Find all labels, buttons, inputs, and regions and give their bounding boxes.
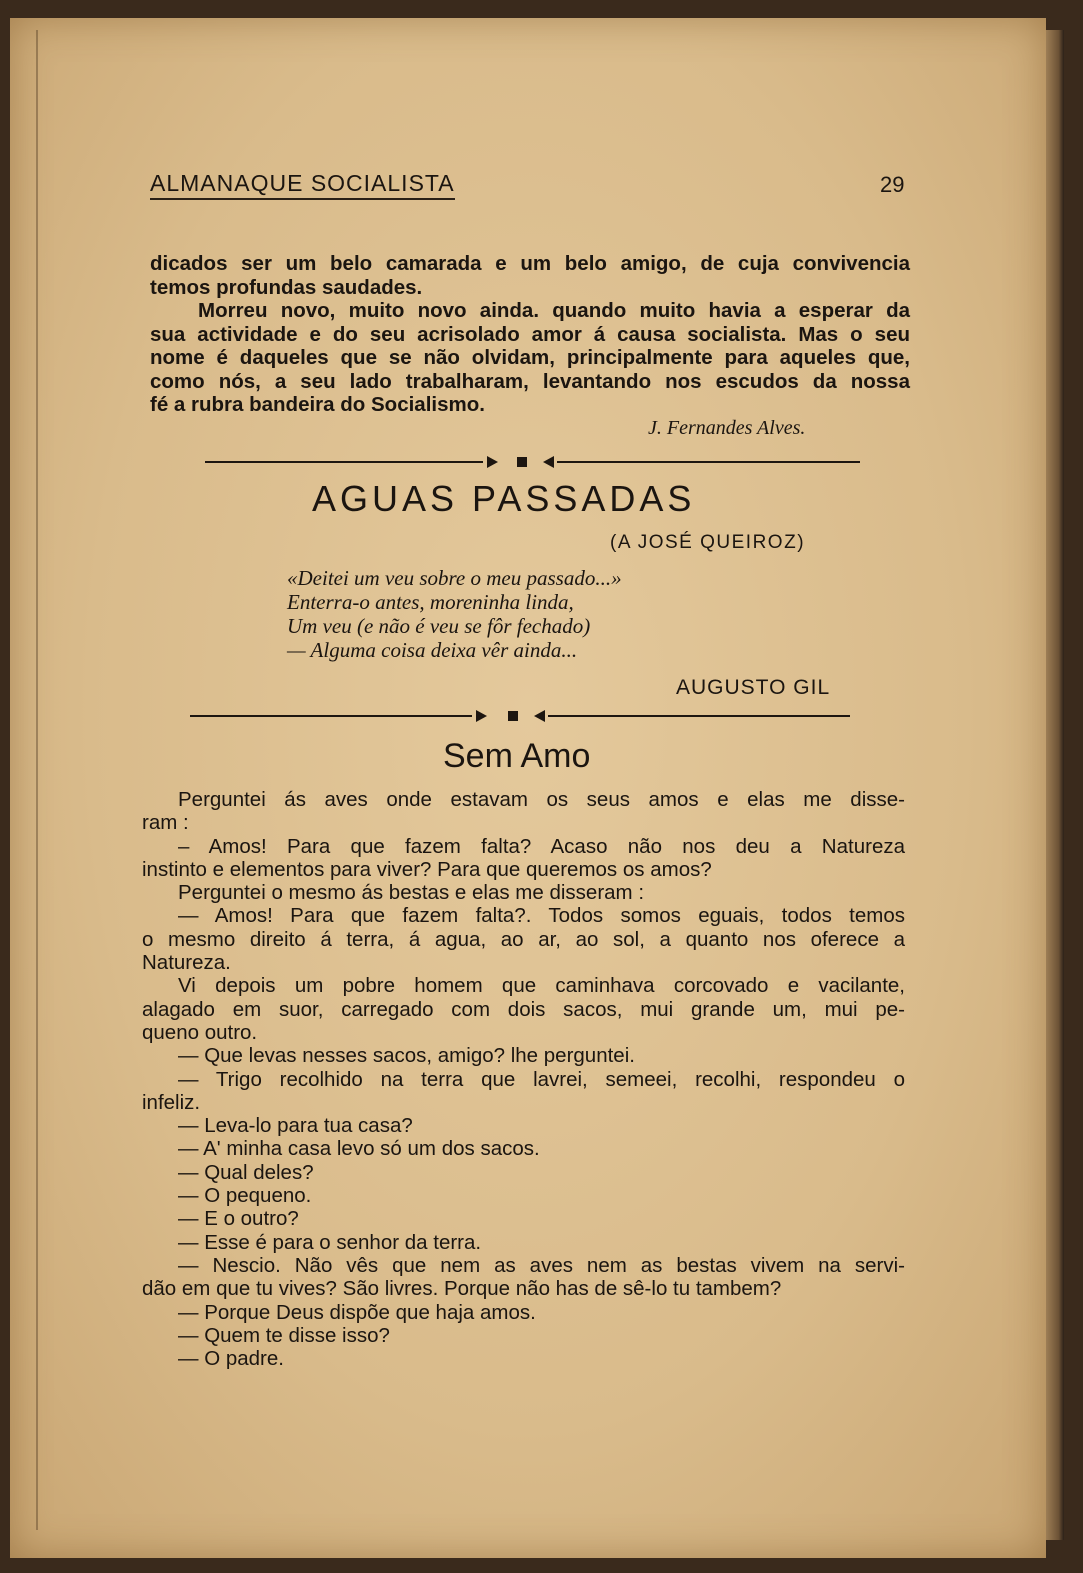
- text-line: — Leva-lo para tua casa?: [178, 1114, 413, 1138]
- poem-title: AGUAS PASSADAS: [312, 478, 696, 519]
- text-line: — Trigo recolhido na terra que lavrei, semeei, recolhi, respondeu o: [178, 1067, 905, 1091]
- arrow-left-icon: [543, 456, 554, 468]
- section-divider: [190, 706, 850, 726]
- text-line: — Esse é para o senhor da terra.: [178, 1230, 482, 1254]
- text-line: Perguntei ás aves onde estavam os seus amos e elas me disse-: [178, 788, 905, 811]
- poem-epigraph: [287, 566, 622, 662]
- square-ornament-icon: [508, 711, 518, 721]
- text-line: — Quem te disse isso?: [178, 1323, 390, 1347]
- text-line: Vi depois um pobre homem que caminhava corcovado e vacilante,: [178, 974, 905, 998]
- text-line: — Que levas nesses sacos, amigo? lhe perguntei.: [178, 1044, 635, 1068]
- text-line: dão em que tu vives? São livres. Porque não has de sê-lo tu tambem?: [142, 1277, 782, 1301]
- square-ornament-icon: [517, 457, 527, 467]
- arrow-left-icon: [534, 710, 545, 722]
- text-line: — E o outro?: [178, 1207, 299, 1231]
- text-line: Perguntei o mesmo ás bestas e elas me disseram :: [178, 881, 645, 905]
- text-line: o mesmo direito á terra, á agua, ao ar, ao sol, a quanto nos oferece a: [142, 927, 905, 951]
- poem-line: — Alguma coisa deixa vêr ainda...: [287, 638, 578, 662]
- text-line: — O padre.: [178, 1347, 284, 1371]
- text-line: dicados ser um belo camarada e um belo amigo, de cuja convivencia: [150, 252, 910, 275]
- text-line: infeliz.: [142, 1090, 201, 1114]
- obituary-text: [150, 252, 910, 417]
- text-line: alagado em suor, carregado com dois sacos, mui grande um, mui pe-: [142, 997, 905, 1021]
- arrow-right-icon: [487, 456, 498, 468]
- text-line: — Amos! Para que fazem falta?. Todos somos eguais, todos temos: [178, 904, 905, 928]
- text-line: Morreu novo, muito novo ainda. quando muito havia a esperar da: [198, 299, 910, 322]
- text-line: — Porque Deus dispõe que haja amos.: [178, 1300, 536, 1324]
- text-line: – Amos! Para que fazem falta? Acaso não nos deu a Natureza: [178, 834, 905, 858]
- text-line: — O pequeno.: [178, 1184, 312, 1208]
- text-line: como nós, a seu lado trabalharam, levantando nos escudos da nossa: [150, 369, 910, 393]
- text-line: temos profundas saudades.: [150, 275, 423, 299]
- text-line: instinto e elementos para viver? Para que queremos os amos?: [142, 857, 712, 881]
- text-line: sua actividade e do seu acrisolado amor á causa socialista. Mas o seu: [150, 322, 910, 346]
- text-line: fé a rubra bandeira do Socialismo.: [150, 393, 485, 416]
- poem-author: AUGUSTO GIL: [676, 676, 831, 699]
- running-head: ALMANAQUE SOCIALISTA: [150, 170, 455, 200]
- arrow-right-icon: [476, 710, 487, 722]
- page-number: 29: [880, 172, 905, 197]
- story-title: Sem Amo: [443, 737, 591, 775]
- text-line: — Nescio. Não vês que nem as aves nem as bestas vivem na servi-: [178, 1253, 905, 1277]
- poem-line: «Deitei um veu sobre o meu passado...»: [287, 566, 622, 590]
- spine-shadow: [36, 30, 38, 1530]
- page-edge: [1046, 30, 1064, 1540]
- poem-line: Um veu (e não é veu se fôr fechado): [287, 614, 591, 638]
- text-line: nome é daqueles que se não olvidam, principalmente para aqueles que,: [150, 346, 910, 369]
- text-line: — A' minha casa levo só um dos sacos.: [178, 1137, 540, 1161]
- section-divider: [205, 452, 860, 472]
- poem-line: Enterra-o antes, moreninha linda,: [287, 590, 574, 614]
- text-line: — Qual deles?: [178, 1160, 314, 1184]
- obituary-signature: J. Fernandes Alves.: [648, 417, 806, 439]
- text-line: Natureza.: [142, 951, 231, 975]
- story-text: [142, 788, 905, 1370]
- poem-dedication: (A JOSÉ QUEIROZ): [610, 532, 806, 553]
- text-line: queno outro.: [142, 1020, 258, 1044]
- text-line: ram :: [142, 811, 189, 835]
